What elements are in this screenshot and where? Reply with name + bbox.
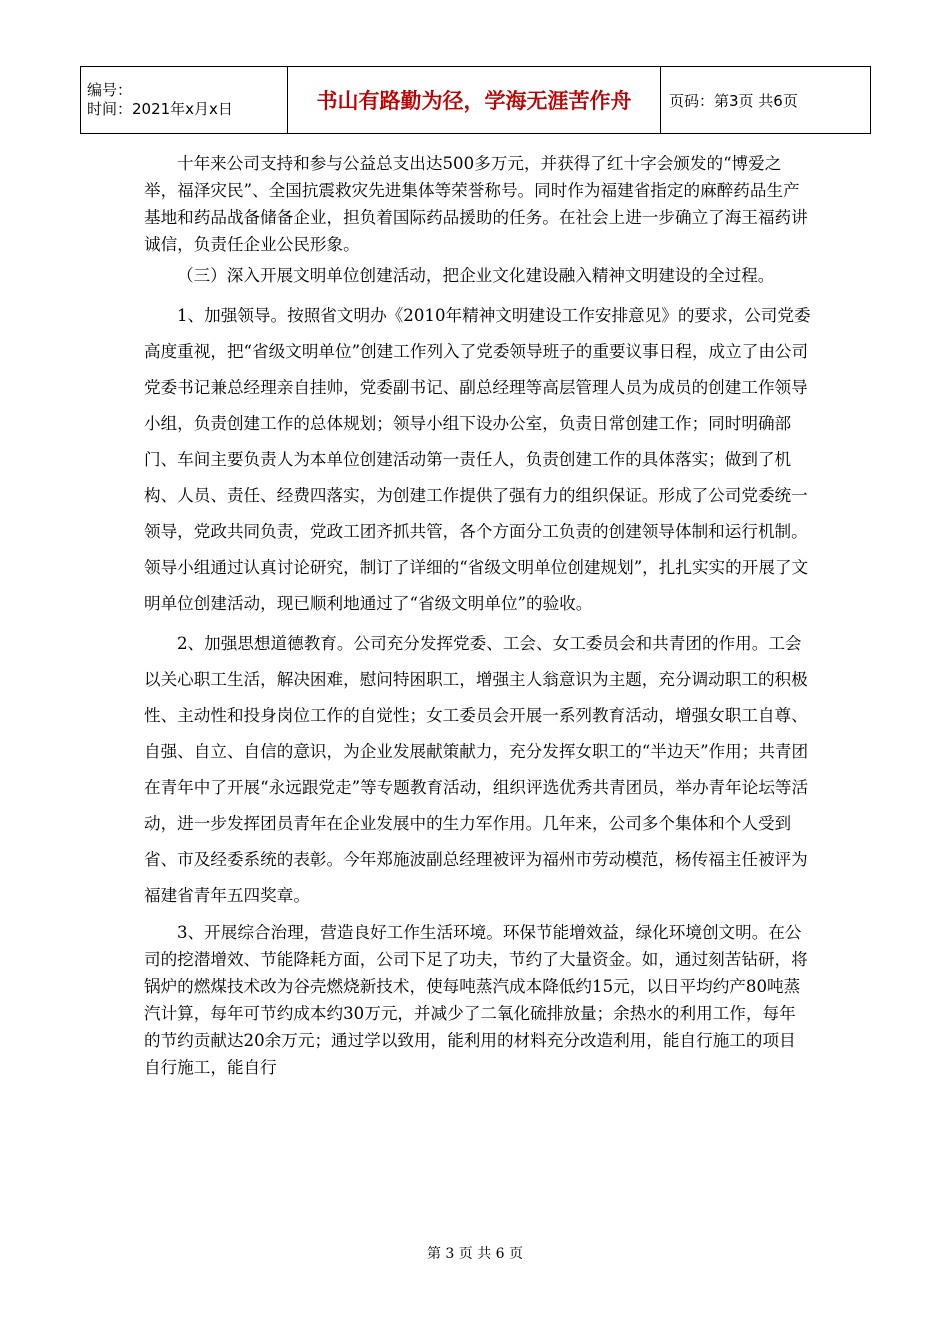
header-page-info: 页码：第3页 共6页	[661, 67, 871, 134]
paragraph-comprehensive-governance: 3、开展综合治理，营造良好工作生活环境。环保节能增效益，绿化环境创文明。在公司的挖潜增效、节能降耗方面，公司下足了功夫，节约了大量资金。如，通过刻苦钻研，将锅炉的燃煤技术改为谷壳燃烧新技术，使每吨蒸汽成本降低约15元，以日平均约产80吨蒸汽计算，每年可节约成本约30万元，并减少了二氧化硫排放量；余热水的利用工作，每年的节约贡献达20余万元；通过学以致用，能利用的材料充分改造利用，能自行施工的项目自行施工，能自行	[144, 923, 808, 1077]
header-info-cell	[81, 67, 288, 134]
paragraph-leadership: 1、加强领导。按照省文明办《2010年精神文明建设工作安排意见》的要求，公司党委高度重视，把“省级文明单位”创建工作列入了党委领导班子的重要议事日程，成立了由公司党委书记兼总经理亲自挂帅，党委副书记、副总经理等高层管理人员为成员的创建工作领导小组，负责创建工作的总体规划；领导小组下设办公室，负责日常创建工作；同时明确部门、车间主要负责人为本单位创建活动第一责任人，负责创建工作的具体落实；做到了机构、人员、责任、经费四落实，为创建工作提供了强有力的组织保证。形成了公司党委统一领导，党政共同负责，党政工团齐抓共管，各个方面分工负责的创建领导体制和运行机制。领导小组通过认真讨论研究，制订了详细的“省级文明单位创建规划”，扎扎实实的开展了文明单位创建活动，现已顺利地通过了“省级文明单位”的验收。	[144, 306, 811, 613]
paragraph-moral-education: 2、加强思想道德教育。公司充分发挥党委、工会、女工委员会和共青团的作用。工会以关心职工生活，解决困难，慰问特困职工，增强主人翁意识为主题，充分调动职工的积极性、主动性和投身岗位工作的自觉性；女工委员会开展一系列教育活动，增强女职工自尊、自强、自立、自信的意识，为企业发展献策献力，充分发挥女职工的“半边天”作用；共青团在青年中了开展“永远跟党走”等专题教育活动，组织评选优秀共青团员，举办青年论坛等活动，进一步发挥团员青年在企业发展中的生力军作用。几年来，公司多个集体和个人受到省、市及经委系统的表彰。今年郑施波副总经理被评为福州市劳动模范，杨传福主任被评为福建省青年五四奖章。	[144, 634, 809, 905]
header-motto: 书山有路勤为径，学海无涯苦作舟	[288, 67, 661, 134]
paragraph-public-welfare: 十年来公司支持和参与公益总支出达500多万元，并获得了红十字会颁发的“博爱之举，福泽灾民”、全国抗震救灾先进集体等荣誉称号。同时作为福建省指定的麻醉药品生产基地和药品战备储备企业，担负着国际药品援助的任务。在社会上进一步确立了海王福药讲诚信，负责任企业公民形象。	[144, 154, 808, 254]
document-header	[80, 66, 871, 134]
document-time-label: 时间：2021年x月x日	[87, 100, 233, 118]
document-number-label: 编号：	[87, 81, 133, 99]
paragraph-section-heading: （三）深入开展文明单位创建活动，把企业文化建设融入精神文明建设的全过程。	[177, 266, 775, 285]
page-footer: 第 3 页 共 6 页	[426, 1246, 524, 1262]
document-body	[144, 150, 812, 1081]
